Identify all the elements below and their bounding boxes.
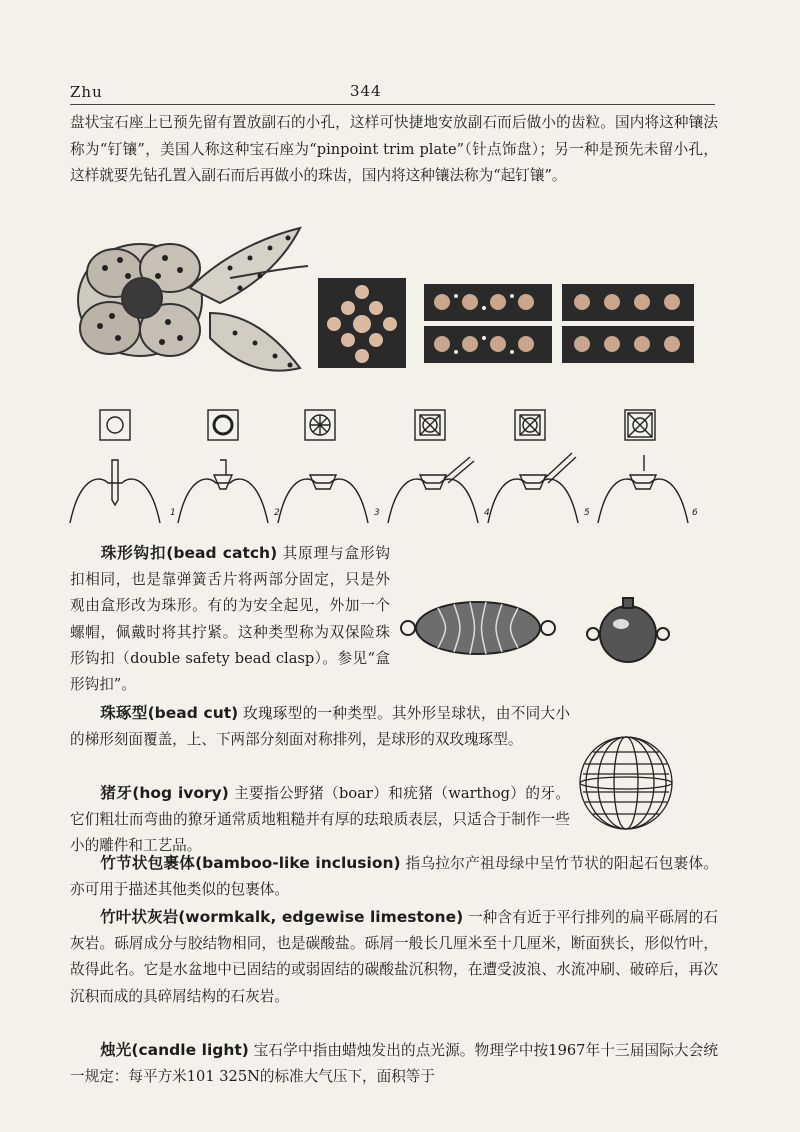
entry-term: 珠琢型(bead cut)	[100, 704, 239, 722]
step-label-6: 6	[692, 508, 698, 518]
step-label-4: 4	[484, 508, 490, 518]
bead-catch-oval-illustration	[398, 596, 558, 660]
step-label-2: 2	[274, 508, 280, 518]
entry-term: 竹叶状灰岩(wormkalk, edgewise limestone)	[100, 908, 464, 926]
entry-term: 竹节状包裹体(bamboo-like inclusion)	[100, 854, 401, 872]
bead-catch-round-illustration	[585, 594, 671, 666]
entry-wormkalk	[70, 904, 718, 1010]
entry-body: 玫瑰琢型的一种类型。其外形呈球状，由不同大小的梯形刻面覆盖，上、下两部分刻面对称排列，是球形的双玫瑰琢型。	[70, 705, 570, 749]
entry-candle-light	[70, 1037, 718, 1090]
running-header: Zhu	[70, 83, 103, 101]
entry-term: 珠形钩扣(bead catch)	[100, 544, 278, 562]
bead-setting-photo-1	[424, 284, 552, 321]
bead-setting-photo-4	[562, 326, 694, 363]
entry-body: 一种含有近于平行排列的扁平砾屑的石灰岩。砾屑成分与胶结物相同，也是碳酸盐。砾屑一般长几厘米至十几厘米，断面狭长，形似竹叶，故得此名。它是水盆地中已固结的或弱固结的碳酸盐沉积物，在遭受波浪、水流冲刷、破碎后，再次沉积而成的具碎屑结构的石灰岩。	[70, 909, 718, 1005]
entry-body: 其原理与盒形钩扣相同，也是靠弹簧舌片将两部分固定，只是外观由盒形改为珠形。有的为安全起见，外加一个螺帽，佩戴时将其拧紧。这种类型称为双保险珠形钩扣（double safety bead clasp）。参见“盒形钩扣”。	[70, 545, 390, 694]
header-rule	[70, 104, 715, 105]
entry-term: 猪牙(hog ivory)	[100, 784, 229, 802]
step-label-3: 3	[374, 508, 380, 518]
setting-steps-diagram	[60, 405, 720, 530]
bead-setting-photo-2	[562, 284, 694, 321]
step-label-1: 1	[170, 508, 176, 518]
bead-cut-illustration	[577, 734, 675, 832]
brooch-illustration	[70, 218, 310, 390]
entry-term: 烛光(candle light)	[100, 1041, 249, 1059]
pave-setting-photo	[318, 278, 406, 368]
bead-setting-photo-3	[424, 326, 552, 363]
entry-body: 指乌拉尔产祖母绿中呈竹节状的阳起石包裹体。亦可用于描述其他类似的包裹体。	[70, 855, 718, 899]
intro-paragraph: 盘状宝石座上已预先留有置放副石的小孔，这样可快捷地安放副石而后做小的齿粒。国内将这种镶法称为“钉镶”，美国人称这种宝石座为“pinpoint trim plate”（针点饰盘）；另一种是预先未留小孔，这样就要先钻孔置入副石而后再做小的珠齿，国内将这种镶法称为“起钉镶”。	[70, 114, 718, 184]
entry-hog-ivory	[70, 780, 570, 860]
entry-body: 主要指公野猪（boar）和疣猪（warthog）的牙。它们粗壮而弯曲的獠牙通常质地粗糙并有厚的珐琅质表层，只适合于制作一些小的雕件和工艺品。	[70, 785, 571, 855]
entry-bead-catch	[70, 540, 390, 698]
entry-bead-cut	[70, 700, 570, 753]
page-number: 344	[350, 82, 382, 100]
step-label-5: 5	[584, 508, 590, 518]
entry-bamboo-like-inclusion	[70, 850, 718, 903]
entry-body: 宝石学中指由蜡烛发出的点光源。物理学中按1967年十三届国际大会统一规定：每平方米101 325N的标准大气压下，面积等于	[70, 1042, 718, 1086]
